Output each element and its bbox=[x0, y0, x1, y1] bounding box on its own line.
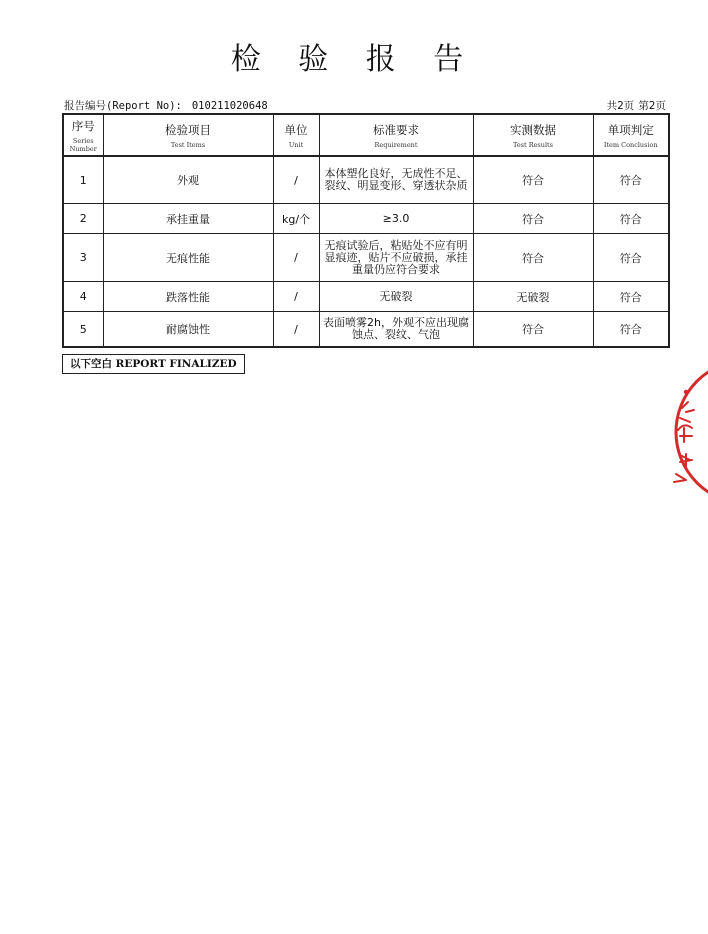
header-unit: 单位 Unit bbox=[273, 114, 319, 156]
row-requirement: 无破裂 bbox=[319, 282, 473, 312]
company-seal-icon bbox=[660, 370, 708, 500]
row-unit: / bbox=[273, 312, 319, 348]
table-row bbox=[63, 312, 669, 348]
row-test-item: 外观 bbox=[103, 156, 273, 204]
row-unit: / bbox=[273, 234, 319, 282]
table-row bbox=[63, 234, 669, 282]
results-table bbox=[62, 113, 670, 348]
row-number: 5 bbox=[63, 312, 103, 348]
report-number-value: 010211020648 bbox=[191, 100, 268, 112]
row-unit: / bbox=[273, 156, 319, 204]
row-result: 符合 bbox=[473, 312, 593, 348]
header-test-items: 检验项目 Test Items bbox=[103, 114, 273, 156]
table-row bbox=[63, 282, 669, 312]
table-row bbox=[63, 204, 669, 234]
row-conclusion: 符合 bbox=[593, 156, 669, 204]
row-result: 无破裂 bbox=[473, 282, 593, 312]
header-series-number: 序号 Series Number bbox=[63, 114, 103, 156]
row-conclusion: 符合 bbox=[593, 234, 669, 282]
table-row bbox=[63, 156, 669, 204]
report-number-label: 报告编号(Report No): bbox=[64, 100, 182, 112]
page-info bbox=[607, 98, 666, 113]
row-number: 3 bbox=[63, 234, 103, 282]
row-conclusion: 符合 bbox=[593, 204, 669, 234]
row-number: 4 bbox=[63, 282, 103, 312]
row-requirement: ≥3.0 bbox=[319, 204, 473, 234]
table-header-row bbox=[63, 114, 669, 156]
row-test-item: 耐腐蚀性 bbox=[103, 312, 273, 348]
row-conclusion: 符合 bbox=[593, 282, 669, 312]
row-number: 2 bbox=[63, 204, 103, 234]
report-number bbox=[64, 98, 268, 113]
report-title: 检 验 报 告 bbox=[230, 42, 478, 77]
row-requirement: 表面喷雾2h，外观不应出现腐蚀点、裂纹、气泡 bbox=[319, 312, 473, 348]
row-test-item: 承挂重量 bbox=[103, 204, 273, 234]
report-finalized-note: 以下空白 REPORT FINALIZED bbox=[62, 354, 245, 374]
row-number: 1 bbox=[63, 156, 103, 204]
row-test-item: 跌落性能 bbox=[103, 282, 273, 312]
page-current: 第2页 bbox=[638, 100, 666, 112]
header-item-conclusion: 单项判定 Item Conclusion bbox=[593, 114, 669, 156]
row-unit: kg/个 bbox=[273, 204, 319, 234]
row-test-item: 无痕性能 bbox=[103, 234, 273, 282]
header-requirement: 标准要求 Requirement bbox=[319, 114, 473, 156]
row-unit: / bbox=[273, 282, 319, 312]
page-total: 共2页 bbox=[606, 100, 635, 112]
header-test-results: 实测数据 Test Results bbox=[473, 114, 593, 156]
row-requirement: 无痕试验后，粘贴处不应有明显痕迹，贴片不应破损，承挂重量仍应符合要求 bbox=[319, 234, 473, 282]
row-requirement: 本体塑化良好，无成性不足、裂纹、明显变形、穿透状杂质 bbox=[319, 156, 473, 204]
row-result: 符合 bbox=[473, 204, 593, 234]
row-conclusion: 符合 bbox=[593, 312, 669, 348]
row-result: 符合 bbox=[473, 234, 593, 282]
row-result: 符合 bbox=[473, 156, 593, 204]
